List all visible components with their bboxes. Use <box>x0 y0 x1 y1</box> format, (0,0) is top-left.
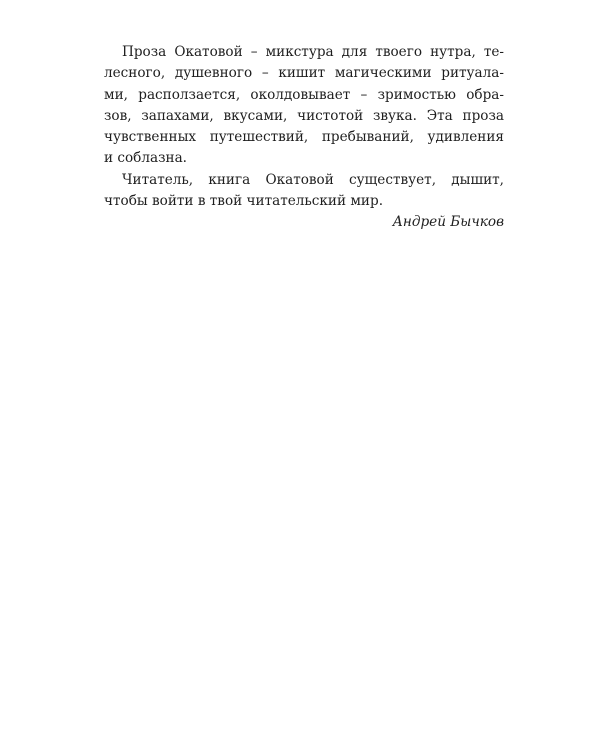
quote-text-block <box>104 42 504 234</box>
paragraph-2-line-1: Читатель, книга Окатовой существует, дышит, <box>122 171 504 188</box>
paragraph-1-line-1: Проза Окатовой – микстура для твоего нутра, те- <box>122 44 504 60</box>
paragraph-1-line-2: лесного, душевного – кишит магическими ритуала- <box>104 65 504 82</box>
paragraph-1-line-4: зов, запахами, вкусами, чистотой звука. Эта проза <box>104 107 504 124</box>
author-signature: Андрей Бычков <box>392 214 504 231</box>
paragraph-2 <box>104 170 504 213</box>
paragraph-1-line-5: чувственных путешествий, пребываний, удивления <box>104 129 504 146</box>
paragraph-1 <box>104 42 504 170</box>
paragraph-1-line-6: и соблазна. <box>104 150 188 167</box>
paragraph-1-line-3: ми, расползается, околдовывает – зримостью обра- <box>104 86 504 103</box>
paragraph-2-line-2: чтобы войти в твой читательский мир. <box>104 193 384 210</box>
